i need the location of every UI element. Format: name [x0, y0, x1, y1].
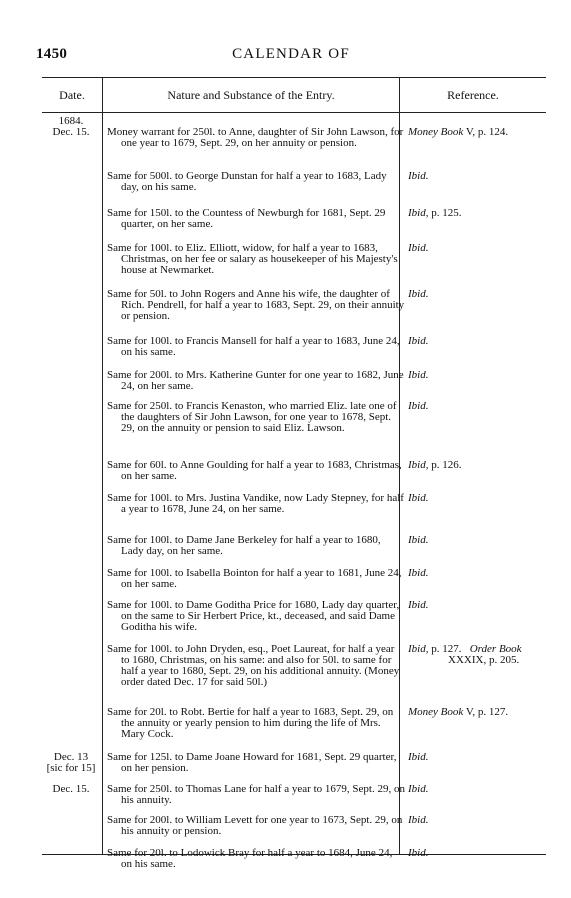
entry-text: Same for 500l. to George Dunstan for half a year to 1683, Lady day, on his same. [107, 170, 387, 193]
reference-page: , p. 125. [425, 207, 462, 219]
entry-text: Same for 125l. to Dame Joane Howard for 1681, Sept. 29 quarter, on her pension. [107, 751, 397, 774]
running-title: CALENDAR OF [232, 46, 350, 62]
reference-page: , p. 126. [425, 459, 462, 471]
header-rule [42, 112, 546, 113]
reference-source: Ibid. [408, 783, 429, 795]
entry-text: Same for 20l. to Robt. Bertie for half a year to 1683, Sept. 29, on the annuity or yearly pension to him during the life of Mrs. Mary Cock. [107, 706, 394, 740]
entry-text: Same for 150l. to the Countess of Newburgh for 1681, Sept. 29 quarter, on her same. [107, 207, 386, 230]
date-cell [42, 752, 100, 774]
reference-source: Ibid. [408, 242, 429, 254]
column-header-date: Date. [59, 88, 85, 102]
entry-text: Same for 100l. to Dame Goditha Price for 1680, Lady day quarter, on the same to Sir Herbert Price, kt., deceased, and said Dame Goditha his wife. [107, 599, 400, 633]
entry-text: Same for 100l. to John Dryden, esq., Poet Laureat, for half a year to 1680, Christmas, on his same: and also for 50l. to same for half a year to 1680, Sept. 29, on his additional annuity. (Money order dated Dec. 17 for said 50l.) [107, 643, 400, 688]
entry-date: Dec. 13 [53, 751, 89, 763]
entry-text: Same for 100l. to Eliz. Elliott, widow, for half a year to 1683, Christmas, on her fee or salary as housekeeper of his Majesty's house at Newmarket. [107, 242, 398, 276]
reference-page: V, p. 127. [463, 706, 509, 718]
entry-reference [408, 644, 546, 666]
entry-text: Same for 200l. to Mrs. Katherine Gunter for one year to 1682, June 24, on her same. [107, 369, 404, 392]
reference-source: Money Book [408, 706, 464, 718]
entry-text: Same for 250l. to Francis Kenaston, who married Eliz. late one of the daughters of Sir John Lawson, for one year to 1678, Sept. 29, on the annuity or pension to said Eliz. Lawson. [107, 400, 397, 434]
reference-page: V, p. 124. [463, 126, 509, 138]
calendar-table [42, 77, 546, 870]
entry-reference [408, 815, 546, 826]
reference-source: Money Book [408, 126, 464, 138]
entry-reference [408, 370, 546, 381]
reference-source: Ibid. [408, 534, 429, 546]
column-header-nature: Nature and Substance of the Entry. [167, 88, 335, 102]
date-cell [42, 784, 100, 795]
entry-text: Same for 100l. to Francis Mansell for half a year to 1683, June 24, on his same. [107, 335, 400, 358]
entry-text: Same for 100l. to Isabella Bointon for half a year to 1681, June 24, on her same. [107, 567, 402, 590]
entry-reference [408, 460, 546, 471]
page-number: 1450 [36, 46, 68, 62]
entry-text: Same for 100l. to Mrs. Justina Vandike, now Lady Stepney, for half a year to 1678, June 24, on her same. [107, 492, 404, 515]
entry-reference [408, 493, 546, 504]
entry-reference [408, 752, 546, 763]
entry-date-note: [sic for 15] [46, 762, 96, 774]
column-divider [102, 78, 103, 854]
entry-text: Same for 20l. to Lodowick Bray for half a year to 1684, June 24, on his same. [107, 847, 393, 870]
reference-source: Ibid. [408, 369, 429, 381]
entry-reference [408, 208, 546, 219]
reference-source: Ibid. [408, 170, 429, 182]
reference-source: Ibid. [408, 814, 429, 826]
entry-text: Same for 50l. to John Rogers and Anne his wife, the daughter of Rich. Pendrell, for half a year to 1683, Sept. 29, on their annuity or pension. [107, 288, 405, 322]
entry-reference [408, 848, 546, 859]
reference-source: Ibid. [408, 599, 429, 611]
reference-page-2: XXXIX, p. 205. [448, 654, 520, 666]
reference-source: Ibid. [408, 400, 429, 412]
reference-source: Ibid. [408, 335, 429, 347]
entry-reference [408, 707, 546, 718]
entry-reference [408, 401, 546, 412]
reference-source: Ibid [408, 459, 426, 471]
entry-reference [408, 336, 546, 347]
reference-source: Ibid. [408, 567, 429, 579]
reference-source: Ibid [408, 207, 426, 219]
reference-source-2: Order Book [469, 643, 522, 655]
entry-date: Dec. 15. [52, 783, 90, 795]
entry-year: 1684. [58, 115, 84, 127]
entry-reference [408, 289, 546, 300]
reference-source: Ibid. [408, 847, 429, 859]
entry-text: Same for 60l. to Anne Goulding for half a year to 1683, Christmas, on her same. [107, 459, 402, 482]
entry-reference [408, 171, 546, 182]
entry-text: Same for 100l. to Dame Jane Berkeley for half a year to 1680, Lady day, on her same. [107, 534, 381, 557]
entry-reference [408, 127, 546, 138]
reference-source: Ibid. [408, 492, 429, 504]
entry-date: Dec. 15. [52, 126, 90, 138]
entry-reference [408, 535, 546, 546]
entry-text: Money warrant for 250l. to Anne, daughter of Sir John Lawson, for one year to 1679, Sept. 29, on her annuity or pension. [107, 126, 404, 149]
column-header-reference: Reference. [447, 88, 499, 102]
reference-source: Ibid [408, 643, 426, 655]
page-header [36, 46, 546, 66]
entry-text: Same for 200l. to William Levett for one year to 1673, Sept. 29, on his annuity or pension. [107, 814, 403, 837]
reference-page: , p. 127. [425, 643, 462, 655]
reference-source: Ibid. [408, 288, 429, 300]
entry-reference [408, 568, 546, 579]
entry-text: Same for 250l. to Thomas Lane for half a year to 1679, Sept. 29, on his annuity. [107, 783, 405, 806]
entry-reference [408, 600, 546, 611]
entry-reference [408, 243, 546, 254]
entry-reference [408, 784, 546, 795]
reference-source: Ibid. [408, 751, 429, 763]
date-cell [42, 116, 100, 138]
